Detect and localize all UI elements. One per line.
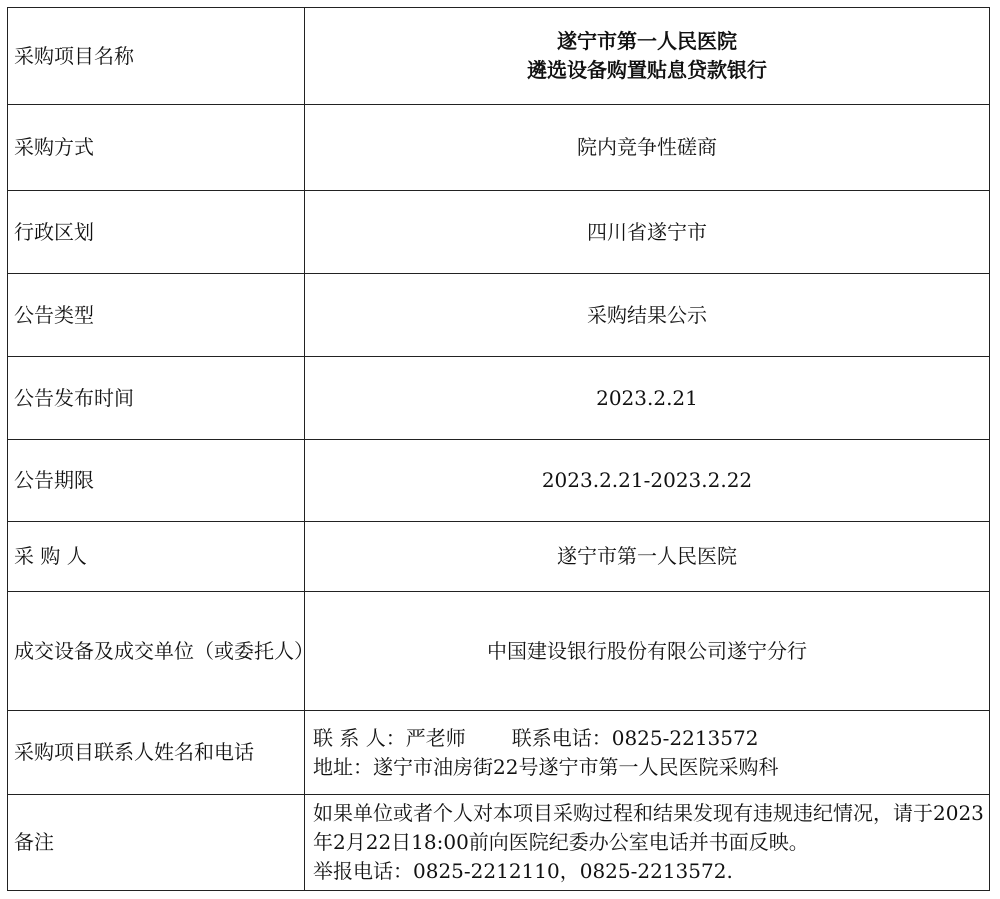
project-title-line-2: 遴选设备购置贴息贷款银行 bbox=[527, 58, 767, 82]
value-procurement-method: 院内竞争性磋商 bbox=[305, 105, 990, 191]
label-administrative-region: 行政区划 bbox=[8, 191, 305, 274]
procurement-result-table bbox=[7, 7, 990, 891]
contact-address: 地址：遂宁市油房街22号遂宁市第一人民医院采购科 bbox=[313, 754, 779, 779]
value-purchaser: 遂宁市第一人民医院 bbox=[305, 522, 990, 592]
value-contact bbox=[305, 711, 990, 795]
row-administrative-region bbox=[8, 191, 990, 274]
label-winning-bidder: 成交设备及成交单位（或委托人） bbox=[8, 592, 305, 711]
label-remarks: 备注 bbox=[8, 795, 305, 891]
contact-line-1 bbox=[313, 724, 989, 753]
row-project-name bbox=[8, 8, 990, 105]
value-remarks bbox=[305, 795, 990, 891]
remark-report-phone: 举报电话：0825-2212110，0825-2213572. bbox=[313, 859, 733, 883]
label-notice-type: 公告类型 bbox=[8, 274, 305, 357]
label-publish-date: 公告发布时间 bbox=[8, 357, 305, 440]
value-notice-type: 采购结果公示 bbox=[305, 274, 990, 357]
value-publish-date: 2023.2.21 bbox=[305, 357, 990, 440]
value-project-name bbox=[305, 8, 990, 105]
row-notice-type bbox=[8, 274, 990, 357]
label-purchaser: 采 购 人 bbox=[8, 522, 305, 592]
label-notice-period: 公告期限 bbox=[8, 440, 305, 522]
value-notice-period: 2023.2.21-2023.2.22 bbox=[305, 440, 990, 522]
remark-text: 如果单位或者个人对本项目采购过程和结果发现有违规违纪情况，请于2023年2月22日18:00前向医院纪委办公室电话并书面反映。 bbox=[313, 801, 984, 854]
row-remarks bbox=[8, 795, 990, 891]
row-publish-date bbox=[8, 357, 990, 440]
contact-phone: 联系电话：0825-2213572 bbox=[511, 725, 759, 750]
label-contact: 采购项目联系人姓名和电话 bbox=[8, 711, 305, 795]
project-title-line-1: 遂宁市第一人民医院 bbox=[557, 29, 737, 53]
value-winning-bidder: 中国建设银行股份有限公司遂宁分行 bbox=[305, 592, 990, 711]
row-purchaser bbox=[8, 522, 990, 592]
row-notice-period bbox=[8, 440, 990, 522]
row-winning-bidder bbox=[8, 592, 990, 711]
row-contact bbox=[8, 711, 990, 795]
contact-person: 联 系 人：严老师 bbox=[313, 725, 466, 750]
value-administrative-region: 四川省遂宁市 bbox=[305, 191, 990, 274]
row-procurement-method bbox=[8, 105, 990, 191]
label-project-name: 采购项目名称 bbox=[8, 8, 305, 105]
label-procurement-method: 采购方式 bbox=[8, 105, 305, 191]
